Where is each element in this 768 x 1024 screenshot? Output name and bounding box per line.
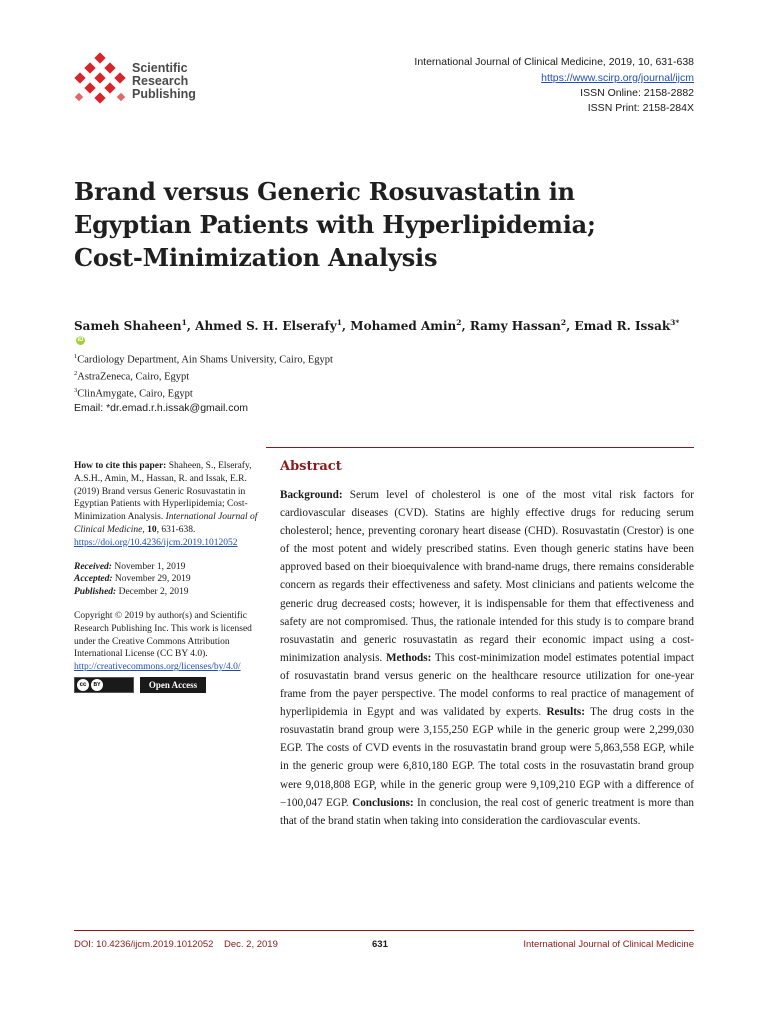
affiliation-sup: 1 [74, 353, 78, 360]
accepted-date: November 29, 2019 [114, 574, 191, 585]
affiliation-sup: 3 [74, 387, 78, 394]
issn-online: ISSN Online: 2158-2882 [580, 87, 694, 99]
cite-doi-link[interactable]: https://doi.org/10.4236/ijcm.2019.1012052 [74, 537, 238, 548]
received-date: November 1, 2019 [114, 561, 186, 572]
author-name: Emad R. Issak [574, 319, 671, 333]
publisher-logo [74, 52, 204, 116]
orcid-icon[interactable]: iD [77, 337, 84, 343]
author-list: Sameh Shaheen$^1$, Ahmed S. H. Elserafy$^1$, Mohamed Amin$^2$, Ramy Hassan$^2$, Emad R. Issak$^{3*}$ iD [74, 318, 680, 343]
results-text: The drug costs in the rosuvastatin brand group were 3,155,250 EGP while in the generic group were 2,299,030 EGP. The costs of CVD events in the rosuvastatin brand group were 5,863,558 EGP, while in the generic group were 6,810,180 EGP. The total costs in the rosuvastatin brand group were 9,018,808 EGP, while in the generic group were 9,109,210 EGP with a difference of −100,047 EGP. [280, 706, 694, 809]
license-badges [74, 677, 264, 693]
published-line [74, 586, 264, 599]
article-info-sidebar [74, 460, 264, 693]
cite-journal: International Journal of Clinical Medicine [74, 512, 258, 535]
license-link[interactable]: http://creativecommons.org/licenses/by/4.0/ [74, 662, 241, 673]
corresponding-email[interactable]: Email: *dr.emad.r.h.issak@gmail.com [74, 402, 249, 414]
affiliation-sup: 2 [74, 370, 78, 377]
abstract-heading: Abstract [280, 459, 342, 474]
by-icon: BY [91, 679, 103, 691]
cite-pages: 631-638. [161, 524, 196, 535]
published-date: December 2, 2019 [118, 587, 189, 598]
title-line: Egyptian Patients with Hyperlipidemia; [74, 210, 596, 239]
author-name: Sameh Shaheen [74, 319, 182, 333]
author-affil-sup: 2 [560, 318, 567, 327]
issn-print: ISSN Print: 2158-284X [587, 102, 694, 114]
publisher-logo-icon [74, 52, 132, 116]
cite-label: How to cite this paper: [74, 461, 167, 471]
footer-page-number: 631 [372, 939, 388, 950]
title-line: Brand versus Generic Rosuvastatin in [74, 177, 575, 206]
background-label: Background: [280, 489, 343, 501]
cc-by-badge[interactable] [74, 677, 134, 693]
publisher-name-line-2: Research [132, 74, 189, 88]
affiliation-text: AstraZeneca, Cairo, Egypt [77, 371, 190, 383]
footer-journal-name: International Journal of Clinical Medicine [523, 939, 694, 950]
paper-title [74, 175, 694, 274]
received-line [74, 561, 264, 574]
journal-citation: International Journal of Clinical Medicine, 2019, 10, 631-638 [414, 56, 694, 68]
author-affil-sup: 2 [456, 318, 462, 327]
affiliation-text: Cardiology Department, Ain Shams University, Cairo, Egypt [77, 354, 333, 366]
published-label: Published: [74, 587, 117, 598]
author-affil-sup: 1 [181, 318, 187, 327]
received-label: Received: [74, 561, 112, 572]
cc-icon: cc [77, 679, 89, 691]
affiliation-text: ClinAmygate, Cairo, Egypt [77, 388, 193, 400]
methods-text: This cost-minimization model estimates potential impact of rosuvastatin brand versus generic on the healthcare resource utilization for one-year frame from the payer perspective. The model conforms to real practice of management of hyperlipidemia in Egypt and was validated by experts. [280, 651, 694, 719]
footer-rule [74, 930, 694, 931]
methods-label: Methods: [385, 651, 432, 664]
author-name: Ahmed S. H. Elserafy [195, 319, 337, 333]
open-access-badge: Open Access [140, 677, 206, 693]
footer-doi-date: DOI: 10.4236/ijcm.2019.1012052 Dec. 2, 2019 [74, 939, 278, 950]
accepted-line [74, 573, 264, 586]
results-label: Results: [546, 706, 586, 719]
author-affil-sup: 3* [670, 318, 680, 327]
author-name: Mohamed Amin [350, 319, 457, 333]
title-line: Cost-Minimization Analysis [74, 243, 438, 272]
abstract-body [280, 486, 694, 830]
cite-text: Shaheen, S., Elserafy, A.S.H., Amin, M., Hassan, R. and Issak, E.R. (2019) Brand versus Generic Rosuvastatin in Egyptian Patients with Hyperlipidemia; Cost-Minimization Analysis. [74, 461, 252, 523]
journal-url-link[interactable]: https://www.scirp.org/journal/ijcm [541, 72, 694, 84]
citation-block: How to cite this paper: Shaheen, S., Elserafy, A.S.H., Amin, M., Hassan, R. and Issak, E.R. (2019) Brand versus Generic Rosuvastatin in Egyptian Patients with Hyperlipidemia; Cost-Minimization Analysis. International Journal of Clinical Medicine, 10, 631-638. https://doi.org/10.4236/ijcm.2019.1012052 [74, 461, 258, 548]
abstract-top-rule [266, 447, 694, 448]
accepted-label: Accepted: [74, 574, 113, 585]
author-affil-sup: 1 [336, 318, 342, 327]
publisher-name-line-1: Scientific [132, 61, 188, 75]
conclusions-text: In conclusion, the real cost of generic treatment is more than that of the brand statin when taking into consideration the cardiovascular events. [280, 796, 695, 827]
conclusions-label: Conclusions: [352, 796, 414, 809]
author-name: Ramy Hassan [469, 319, 561, 333]
cite-volume: 10 [147, 524, 157, 535]
copyright-text: Copyright © 2019 by author(s) and Scientific Research Publishing Inc. This work is licensed under the Creative Commons Attribution International License (CC BY 4.0). [74, 610, 252, 660]
background-text: Serum level of cholesterol is one of the most vital risk factors for cardiovascular diseases (CVD). Statins are highly effective drugs for reducing serum cholesterol; hence, preventing coronary heart disease (CHD). Rosuvastatin (Crestor) is one of the most potent and widely prescribed statins. Even though generic statins have been approved based on their bioequivalence with brand-name drugs, there remains considerable concern as regards their effectiveness and safety. Most clinicians and patients welcome the generic drug decreased costs; however, it is indispensable for them that effectiveness and safety are not compromised. Thus, the rationale intended for this study is to compare brand rosuvastatin and generic rosuvastatin as regard their economic impact using a cost-minimization analysis. [280, 489, 695, 664]
publisher-name-line-3: Publishing [132, 87, 196, 101]
